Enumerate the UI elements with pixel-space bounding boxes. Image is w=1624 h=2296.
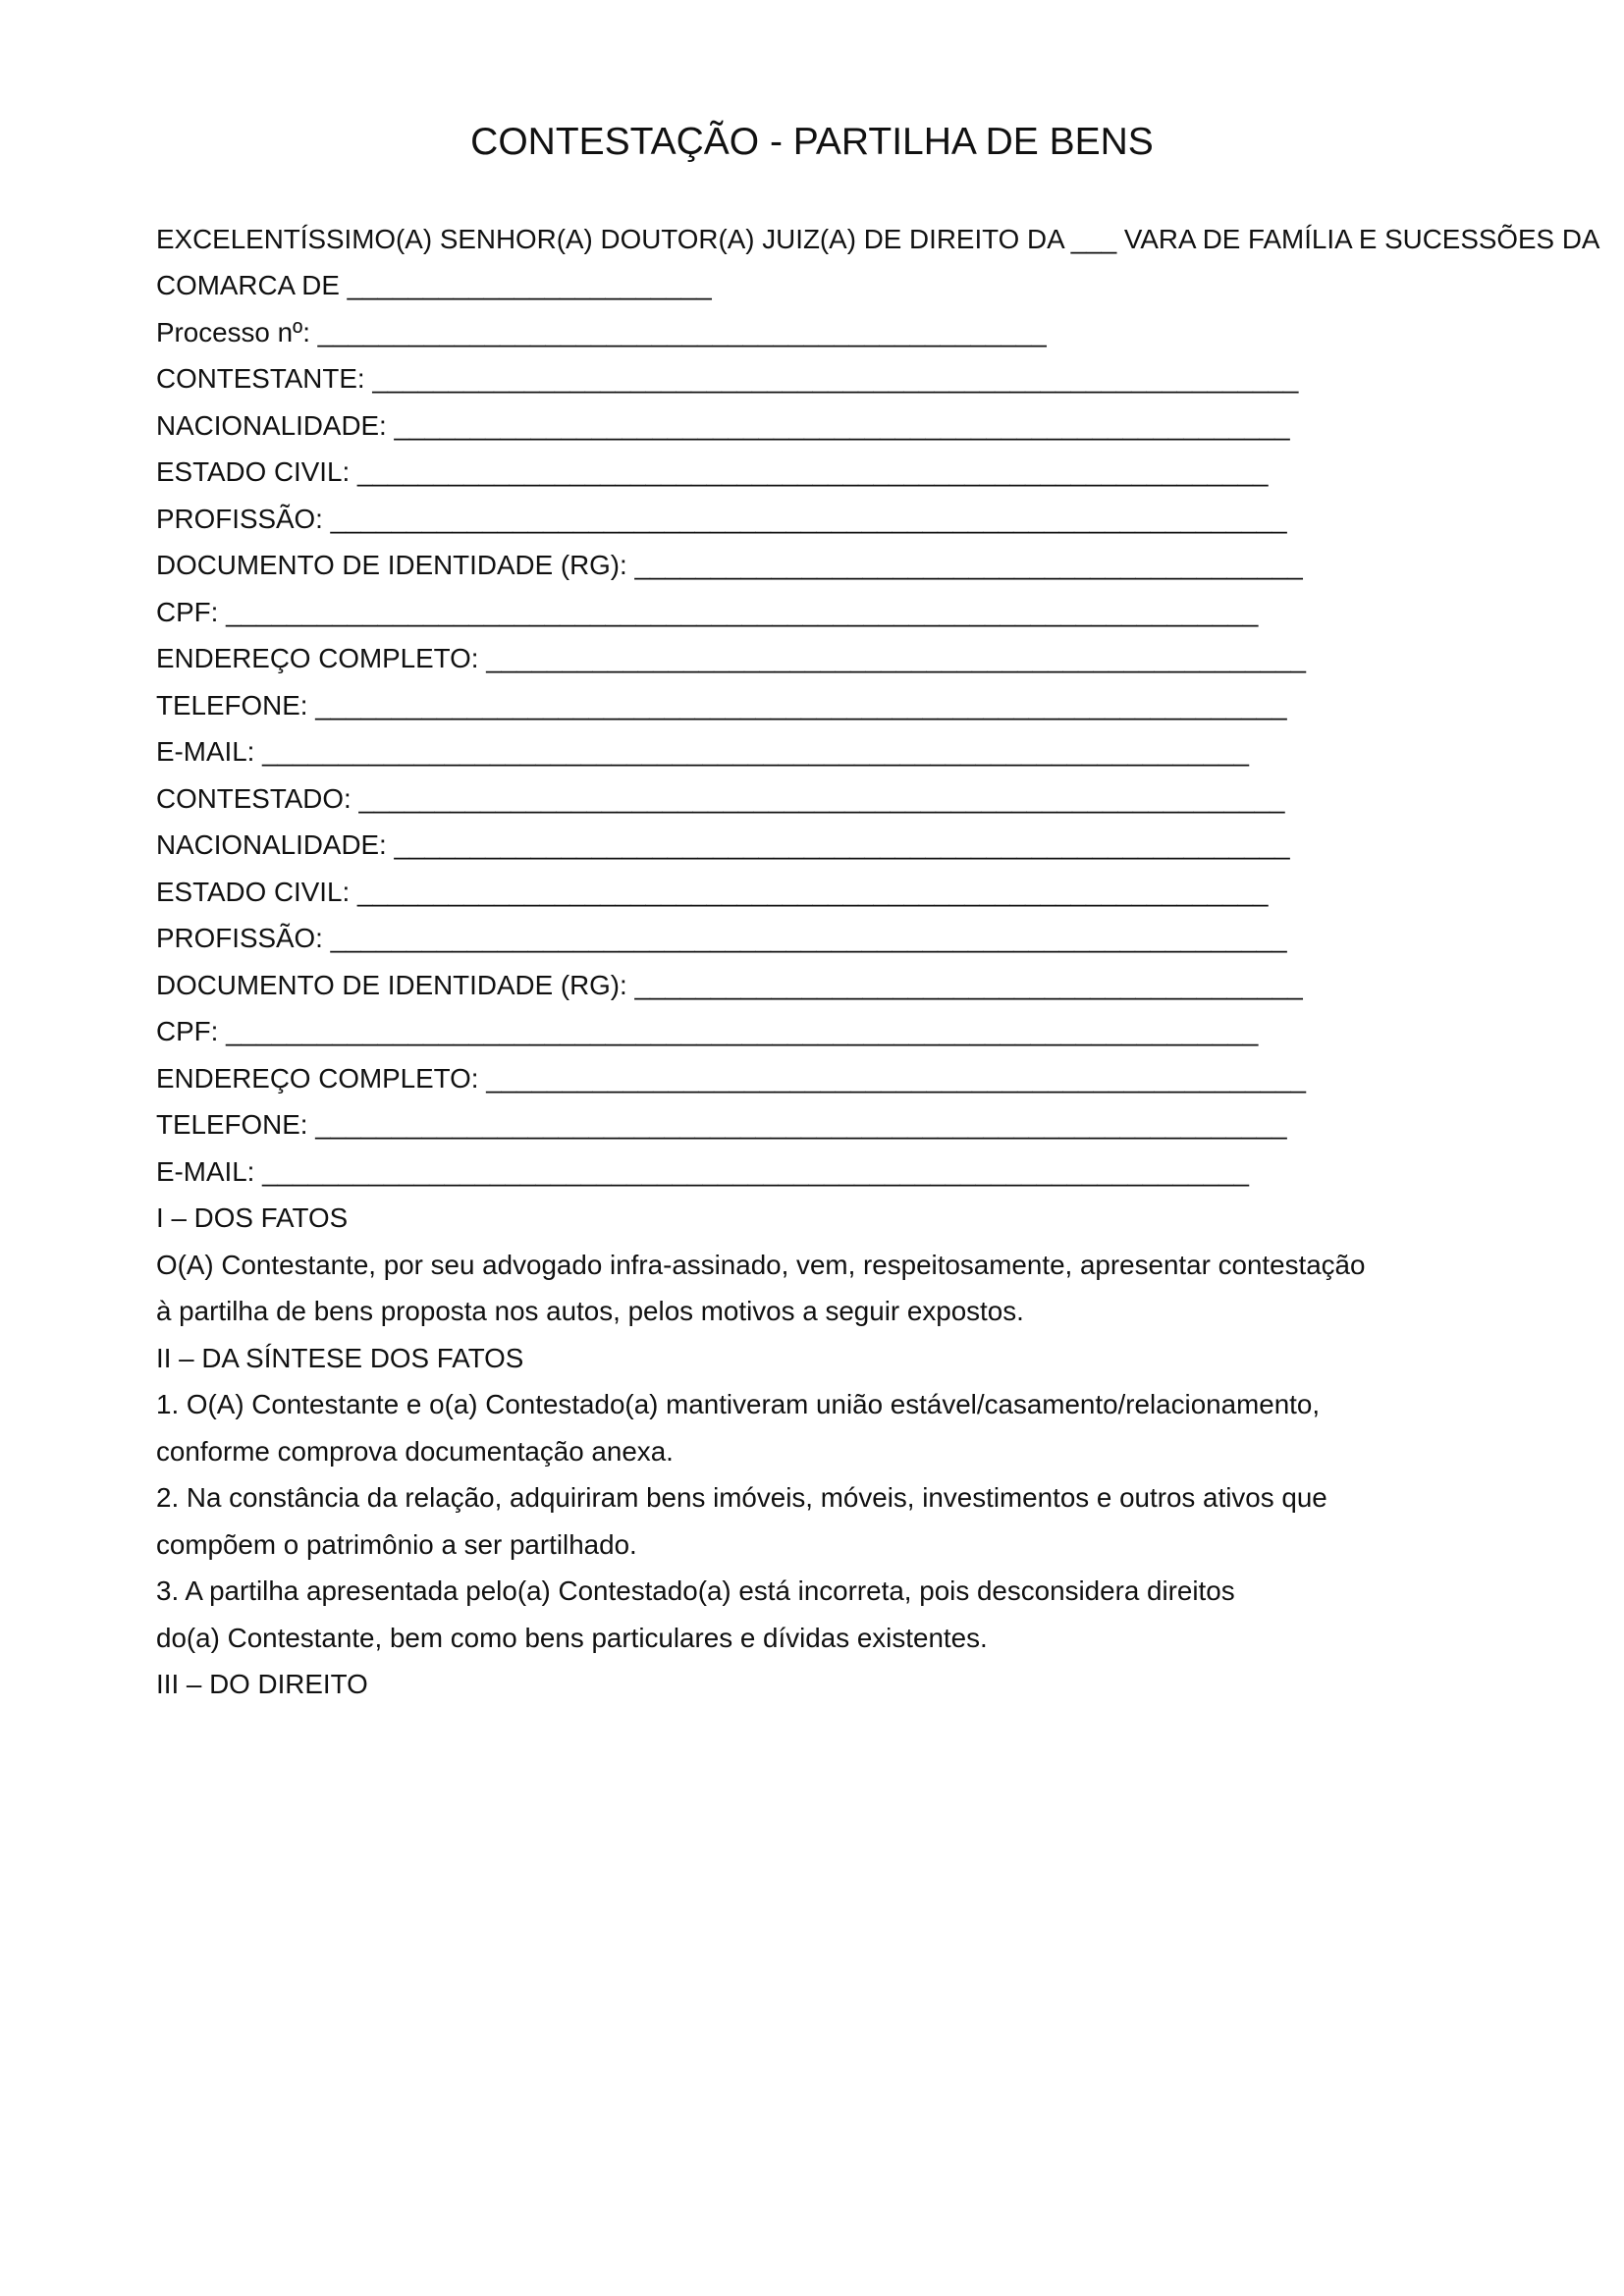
field-blank: _______________________________________________________________ xyxy=(330,503,1287,534)
field-blank: ____________________________________________ xyxy=(634,550,1303,580)
process-number-blank: ________________________________________________ xyxy=(317,316,1047,347)
field-blank: ___________________________________________________________ xyxy=(394,829,1290,860)
contestant-email-field xyxy=(156,728,1619,775)
item-line: conforme comprova documentação anexa. xyxy=(156,1435,674,1467)
document-body xyxy=(156,216,1619,1708)
contestant-marital-status-field xyxy=(156,449,1619,496)
field-blank: ______________________________________________________ xyxy=(486,643,1307,673)
contested-phone-field xyxy=(156,1101,1619,1148)
contestant-phone-field xyxy=(156,682,1619,729)
field-label: CPF: xyxy=(156,1016,219,1046)
field-label: DOCUMENTO DE IDENTIDADE (RG): xyxy=(156,550,627,580)
field-label: CONTESTADO: xyxy=(156,782,352,814)
item-line: 3. A partilha apresentada pelo(a) Contestado(a) está incorreta, pois desconsidera direitos xyxy=(156,1575,1235,1606)
comarca-label: COMARCA DE xyxy=(156,270,340,300)
comarca-field xyxy=(156,262,1619,309)
contested-marital-status-field xyxy=(156,869,1619,916)
field-blank: ________________________________________________________________ xyxy=(315,1109,1287,1140)
contestant-address-field xyxy=(156,635,1619,682)
item-line: 1. O(A) Contestante e o(a) Contestado(a) mantiveram união estável/casamento/relacionamento, xyxy=(156,1389,1321,1419)
field-blank: ____________________________________________________________________ xyxy=(226,1016,1259,1046)
item-line: do(a) Contestante, bem como bens particulares e dívidas existentes. xyxy=(156,1622,988,1653)
field-label: CPF: xyxy=(156,596,219,627)
section-heading: I – DOS FATOS xyxy=(156,1202,349,1233)
field-label: ENDEREÇO COMPLETO: xyxy=(156,1062,479,1094)
process-number-label: Processo nº: xyxy=(156,316,310,347)
field-blank: _______________________________________________________________ xyxy=(330,923,1287,953)
field-label: ENDEREÇO COMPLETO: xyxy=(156,643,479,673)
comarca-blank: ________________________ xyxy=(347,270,712,300)
paragraph-line: à partilha de bens proposta nos autos, pelos motivos a seguir expostos. xyxy=(156,1296,1024,1326)
contested-block xyxy=(156,775,1619,1196)
paragraph-line: O(A) Contestante, por seu advogado infra-assinado, vem, respeitosamente, apresentar contestação xyxy=(156,1249,1366,1280)
document-title: CONTESTAÇÃO - PARTILHA DE BENS xyxy=(470,121,1154,163)
field-blank: _____________________________________________________________ xyxy=(372,363,1299,394)
section-synthesis xyxy=(156,1335,1619,1662)
process-number-block xyxy=(156,309,1619,356)
section-heading: III – DO DIREITO xyxy=(156,1669,368,1699)
field-blank: ____________________________________________________________ xyxy=(356,456,1269,487)
field-label: ESTADO CIVIL: xyxy=(156,876,351,907)
field-label: CONTESTANTE: xyxy=(156,363,365,394)
field-blank: ________________________________________________________________ xyxy=(315,689,1287,721)
item-line: compõem o patrimônio a ser partilhado. xyxy=(156,1528,637,1560)
contested-profession-field xyxy=(156,915,1619,962)
section-heading: II – DA SÍNTESE DOS FATOS xyxy=(156,1342,524,1373)
contested-cpf-field xyxy=(156,1008,1619,1055)
synthesis-item xyxy=(156,1568,1619,1661)
field-label: ESTADO CIVIL: xyxy=(156,456,351,487)
addressee-line: EXCELENTÍSSIMO(A) SENHOR(A) DOUTOR(A) JUIZ(A) DE DIREITO DA ___ VARA DE FAMÍLIA E SUCESSÕES DA xyxy=(156,223,1600,254)
field-blank: ___________________________________________________________ xyxy=(394,409,1290,441)
field-label: NACIONALIDADE: xyxy=(156,409,387,441)
section-facts xyxy=(156,1195,1619,1335)
field-label: TELEFONE: xyxy=(156,1109,308,1140)
field-blank: ____________________________________________________________________ xyxy=(226,596,1259,627)
field-label: PROFISSÃO: xyxy=(156,923,323,953)
contestant-block xyxy=(156,355,1619,775)
item-line: 2. Na constância da relação, adquiriram bens imóveis, móveis, investimentos e outros ativos que xyxy=(156,1482,1327,1513)
section-law xyxy=(156,1661,1619,1708)
field-blank: ____________________________________________________________ xyxy=(356,876,1269,907)
field-blank: ____________________________________________ xyxy=(634,969,1303,1000)
synthesis-item xyxy=(156,1381,1619,1474)
field-label: E-MAIL: xyxy=(156,736,255,767)
field-label: DOCUMENTO DE IDENTIDADE (RG): xyxy=(156,969,627,1000)
field-blank: _____________________________________________________________ xyxy=(358,782,1285,814)
contestant-nationality-field xyxy=(156,402,1619,450)
contestant-profession-field xyxy=(156,496,1619,543)
field-blank: _________________________________________________________________ xyxy=(262,736,1249,767)
contested-id-document-field xyxy=(156,962,1619,1009)
synthesis-item xyxy=(156,1474,1619,1568)
contested-email-field xyxy=(156,1148,1619,1196)
process-number-field xyxy=(156,309,1619,356)
contestant-id-document-field xyxy=(156,542,1619,589)
field-blank: ______________________________________________________ xyxy=(486,1062,1307,1094)
field-label: NACIONALIDADE: xyxy=(156,829,387,860)
contested-name-field xyxy=(156,775,1619,823)
field-blank: _________________________________________________________________ xyxy=(262,1155,1249,1187)
contested-nationality-field xyxy=(156,822,1619,869)
contested-address-field xyxy=(156,1055,1619,1102)
field-label: TELEFONE: xyxy=(156,689,308,721)
contestant-cpf-field xyxy=(156,589,1619,636)
field-label: E-MAIL: xyxy=(156,1155,255,1187)
facts-paragraph xyxy=(156,1242,1619,1335)
synthesis-list xyxy=(156,1381,1619,1661)
contestant-name-field xyxy=(156,355,1619,402)
addressee-block xyxy=(156,216,1619,309)
field-label: PROFISSÃO: xyxy=(156,503,323,534)
